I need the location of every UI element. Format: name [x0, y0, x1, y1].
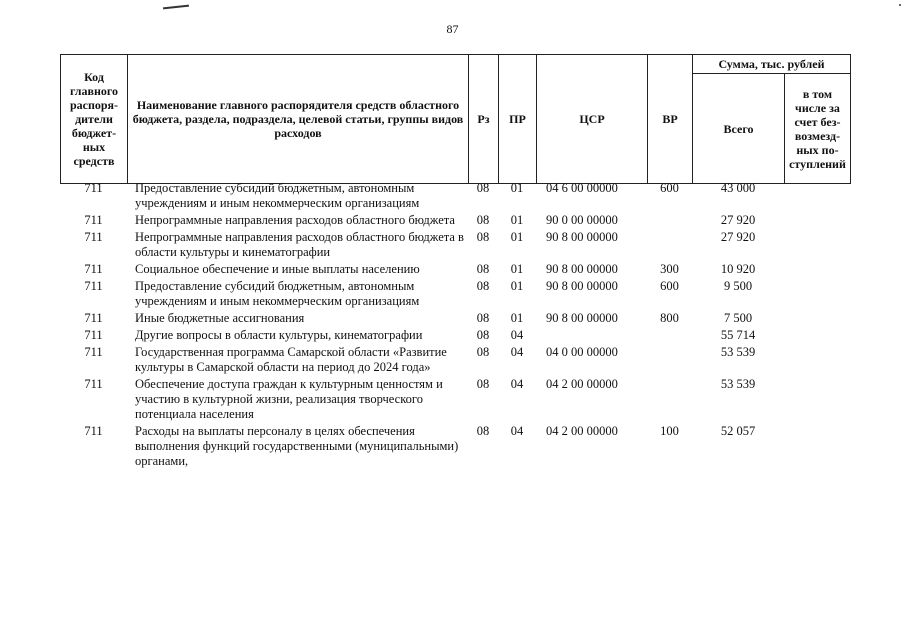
row-name: Социальное обеспечение и иные выплаты населению: [135, 262, 420, 276]
row-csr: 04 2 00 00000: [546, 424, 618, 438]
row-name: Государственная программа Самарской области «Развитие культуры в Самарской области на период до 2024 года»: [135, 345, 447, 374]
row-name: Другие вопросы в области культуры, кинематографии: [135, 328, 423, 342]
row-other: [784, 262, 850, 279]
row-other: [784, 279, 850, 311]
row-pr: 01: [510, 230, 524, 244]
row-total: 27 920: [720, 230, 756, 244]
row-pr: 01: [510, 181, 524, 195]
row-rz: 08: [476, 213, 490, 227]
row-total: 43 000: [720, 181, 756, 195]
table-row: [60, 424, 850, 471]
row-other: [784, 377, 850, 424]
header-sum: Сумма, тыс. рублей: [693, 55, 851, 74]
row-vr: [647, 213, 692, 230]
row-pr: 01: [510, 262, 524, 276]
row-other: [784, 181, 850, 213]
row-other: [784, 311, 850, 328]
row-total: 27 920: [720, 213, 756, 227]
row-rz: 08: [476, 345, 490, 359]
header-total: Всего: [693, 74, 785, 184]
row-pr: 04: [510, 345, 524, 359]
row-csr: 90 8 00 00000: [546, 230, 618, 244]
table-row: [60, 262, 850, 279]
row-vr: 100: [660, 424, 679, 438]
row-rz: 08: [476, 311, 490, 325]
page-number: 87: [446, 22, 459, 36]
row-code: 711: [84, 345, 103, 359]
row-name: Иные бюджетные ассигнования: [135, 311, 305, 325]
row-total: 7 500: [723, 311, 753, 325]
row-code: 711: [84, 328, 103, 342]
row-other: [784, 424, 850, 471]
row-pr: 04: [510, 424, 524, 438]
table-row: [60, 377, 850, 424]
row-csr: 04 6 00 00000: [546, 181, 618, 195]
budget-table: [60, 181, 850, 471]
row-csr: 90 0 00 00000: [546, 213, 618, 227]
row-rz: 08: [476, 424, 490, 438]
row-code: 711: [84, 262, 103, 276]
row-total: 52 057: [720, 424, 756, 438]
row-vr: 800: [660, 311, 679, 325]
row-csr: 04 2 00 00000: [546, 377, 618, 391]
scan-artifact-mark: [163, 5, 189, 10]
row-vr: 600: [660, 279, 679, 293]
row-name: Непрограммные направления расходов областного бюджета в области культуры и кинематографии: [135, 230, 464, 259]
row-pr: 04: [510, 328, 524, 342]
row-total: 53 539: [720, 377, 756, 391]
row-csr: [536, 328, 647, 345]
row-vr: [647, 377, 692, 424]
table-header: [60, 54, 851, 184]
row-name: Предоставление субсидий бюджетным, автономным учреждениям и иным некоммерческим организациям: [135, 279, 420, 308]
row-csr: 90 8 00 00000: [546, 262, 618, 276]
row-total: 55 714: [720, 328, 756, 342]
row-code: 711: [84, 230, 103, 244]
row-name: Непрограммные направления расходов областного бюджета: [135, 213, 455, 227]
row-rz: 08: [476, 279, 490, 293]
row-other: [784, 345, 850, 377]
table-row: [60, 213, 850, 230]
table-row: [60, 311, 850, 328]
row-csr: 04 0 00 00000: [546, 345, 618, 359]
row-code: 711: [84, 279, 103, 293]
table-row: [60, 328, 850, 345]
row-csr: 90 8 00 00000: [546, 279, 618, 293]
row-total: 9 500: [723, 279, 753, 293]
header-pr: ПР: [499, 55, 537, 184]
row-code: 711: [84, 213, 103, 227]
row-name: Предоставление субсидий бюджетным, автономным учреждениям и иным некоммерческим организациям: [135, 181, 420, 210]
header-other: в том числе за счет без-возмезд-ных по-ступлений: [785, 74, 851, 184]
row-name: Обеспечение доступа граждан к культурным ценностям и участию в культурной жизни, реализация творческого потенциала населения: [135, 377, 443, 421]
row-code: 711: [84, 424, 103, 438]
header-code: Код главного распоря-дители бюджет-ных средств: [61, 55, 128, 184]
row-other: [784, 230, 850, 262]
table-row: [60, 279, 850, 311]
header-rz: Рз: [469, 55, 499, 184]
row-rz: 08: [476, 377, 490, 391]
row-rz: 08: [476, 230, 490, 244]
row-vr: 300: [660, 262, 679, 276]
row-code: 711: [84, 377, 103, 391]
row-code: 711: [84, 311, 103, 325]
row-rz: 08: [476, 181, 490, 195]
row-vr: [647, 345, 692, 377]
row-total: 10 920: [720, 262, 756, 276]
row-other: [784, 328, 850, 345]
row-vr: [647, 328, 692, 345]
table-row: [60, 345, 850, 377]
row-name: Расходы на выплаты персоналу в целях обеспечения выполнения функций государственными (муниципальными) органами,: [135, 424, 459, 468]
row-csr: 90 8 00 00000: [546, 311, 618, 325]
row-pr: 01: [510, 279, 524, 293]
row-rz: 08: [476, 262, 490, 276]
header-csr: ЦСР: [537, 55, 648, 184]
row-code: 711: [84, 181, 103, 195]
row-pr: 01: [510, 311, 524, 325]
table-row: [60, 181, 850, 213]
header-vr: ВР: [648, 55, 693, 184]
table-row: [60, 230, 850, 262]
scan-artifact-dot: [899, 4, 901, 6]
header-name: Наименование главного распорядителя средств областного бюджета, раздела, подраздела, целевой статьи, группы видов расходов: [128, 55, 469, 184]
row-rz: 08: [476, 328, 490, 342]
row-other: [784, 213, 850, 230]
row-vr: [647, 230, 692, 262]
row-total: 53 539: [720, 345, 756, 359]
row-pr: 04: [510, 377, 524, 391]
row-vr: 600: [660, 181, 679, 195]
row-pr: 01: [510, 213, 524, 227]
